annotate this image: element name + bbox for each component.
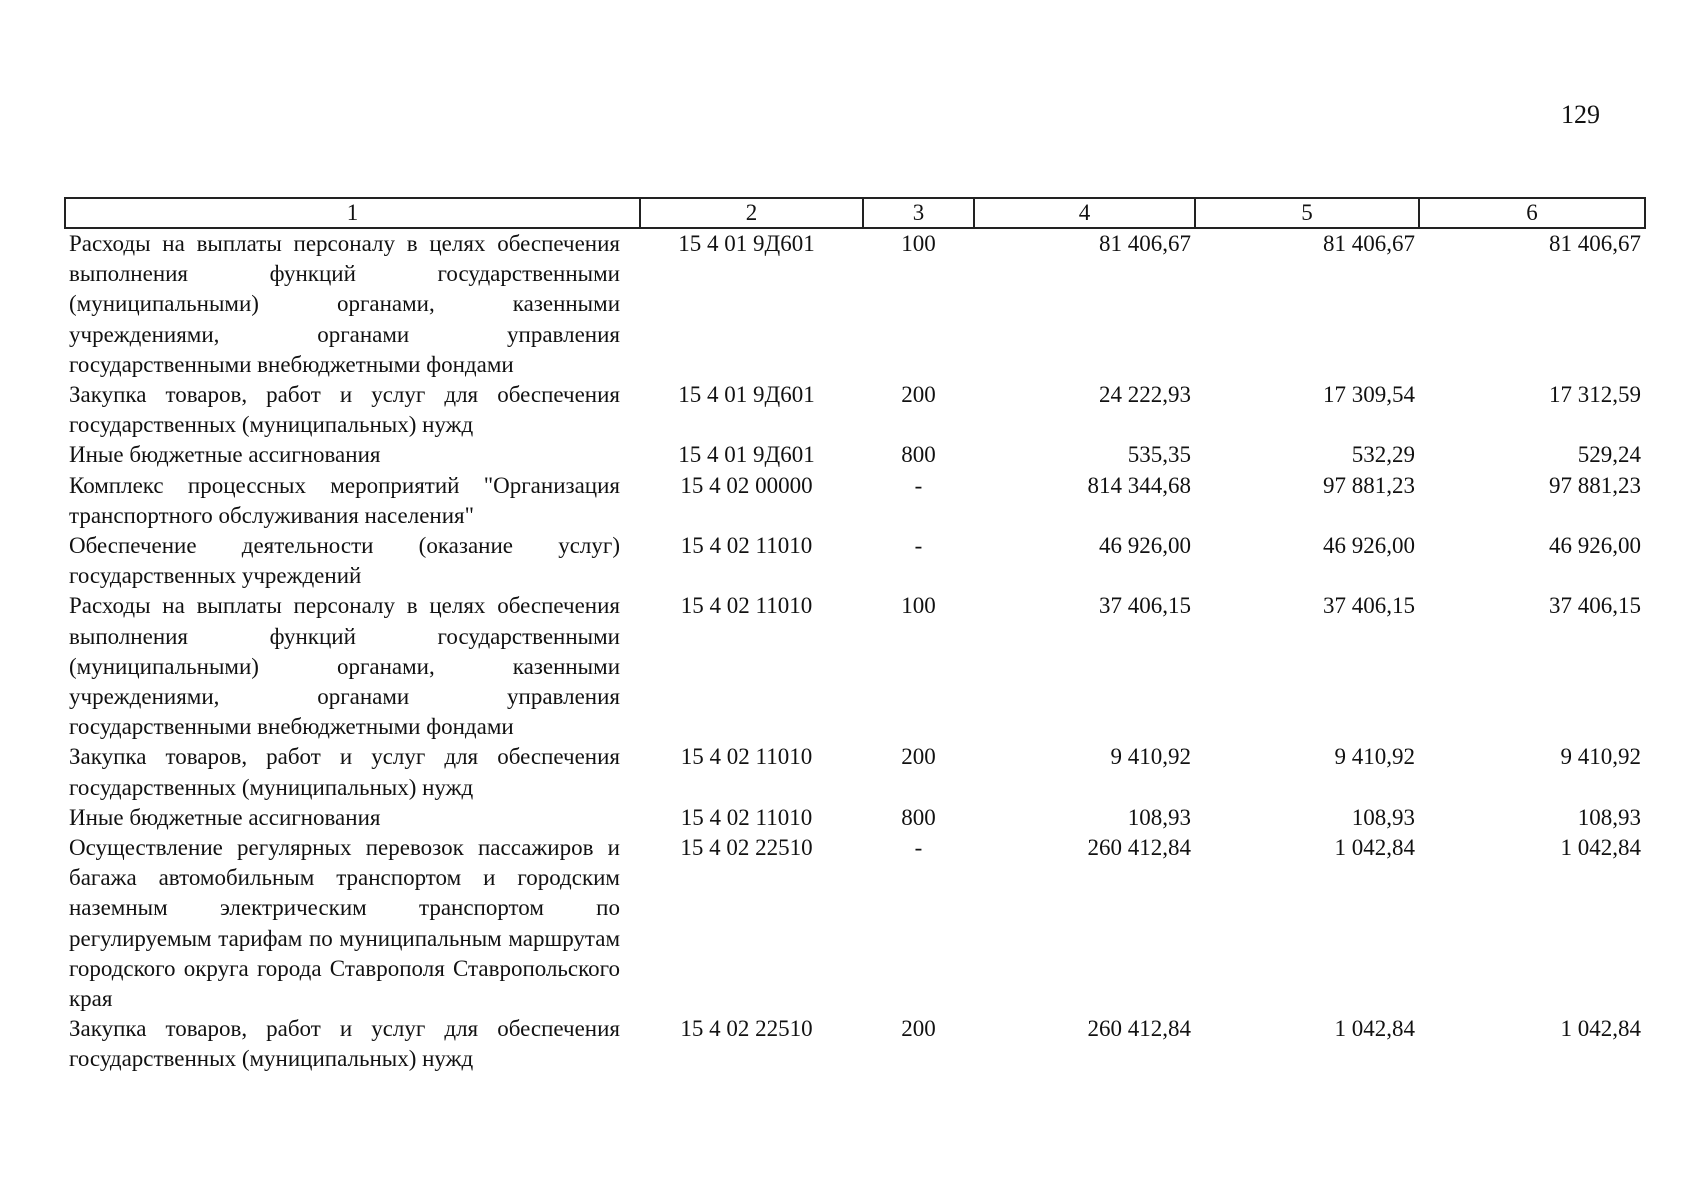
expense-type: - — [914, 533, 923, 559]
amount-col-5: 46 926,00 — [1323, 533, 1415, 559]
table-row — [65, 591, 1645, 742]
expense-type: - — [914, 472, 923, 498]
target-code: 15 4 02 22510 — [680, 1016, 813, 1042]
expense-type: - — [914, 835, 923, 861]
amount-col-5: 37 406,15 — [1323, 593, 1415, 619]
amount-col-5: 97 881,23 — [1323, 472, 1415, 498]
target-code: 15 4 01 9Д601 — [678, 442, 815, 468]
amount-col-6: 1 042,84 — [1560, 1016, 1641, 1042]
amount-col-5: 1 042,84 — [1334, 1016, 1415, 1042]
column-header-3: 3 — [863, 198, 974, 228]
target-code: 15 4 01 9Д601 — [678, 382, 815, 408]
target-code: 15 4 02 11010 — [680, 804, 813, 830]
target-code: 15 4 01 9Д601 — [678, 231, 815, 256]
target-code: 15 4 02 22510 — [680, 835, 813, 861]
amount-col-6: 9 410,92 — [1560, 744, 1641, 770]
column-header-5: 5 — [1195, 198, 1419, 228]
amount-col-5: 1 042,84 — [1334, 835, 1415, 861]
amount-col-4: 108,93 — [1127, 804, 1191, 830]
expense-type: 800 — [901, 804, 936, 830]
amount-col-5: 9 410,92 — [1334, 744, 1415, 770]
expense-name: Обеспечение деятельности (оказание услуг) государственных учреждений — [69, 533, 620, 589]
amount-col-4: 814 344,68 — [1087, 472, 1191, 498]
expense-type: 200 — [901, 744, 936, 770]
amount-col-6: 97 881,23 — [1549, 472, 1641, 498]
amount-col-6: 529,24 — [1577, 442, 1641, 468]
amount-col-5: 532,29 — [1351, 442, 1415, 468]
expense-name: Закупка товаров, работ и услуг для обеспечения государственных (муниципальных) нужд — [69, 744, 620, 800]
expense-name: Закупка товаров, работ и услуг для обеспечения государственных (муниципальных) нужд — [69, 1016, 620, 1072]
amount-col-4: 24 222,93 — [1099, 382, 1191, 408]
expense-type: 800 — [901, 442, 936, 468]
target-code: 15 4 02 11010 — [680, 533, 813, 559]
expense-type: 200 — [901, 382, 936, 408]
amount-col-5: 108,93 — [1351, 804, 1415, 830]
target-code: 15 4 02 00000 — [680, 472, 813, 498]
table-row — [65, 471, 1645, 531]
amount-col-4: 260 412,84 — [1087, 835, 1191, 861]
expense-type: 100 — [901, 593, 936, 619]
table-row — [65, 803, 1645, 833]
expense-name: Иные бюджетные ассигнования — [69, 804, 381, 830]
budget-table — [64, 197, 1646, 1075]
amount-col-6: 108,93 — [1577, 804, 1641, 830]
column-header-4: 4 — [974, 198, 1195, 228]
expense-type: 100 — [901, 231, 936, 256]
column-header-6: 6 — [1419, 198, 1645, 228]
amount-col-6: 81 406,67 — [1549, 231, 1641, 256]
expense-type: 200 — [901, 1016, 936, 1042]
expense-name: Осуществление регулярных перевозок пассажиров и багажа автомобильным транспортом и городским наземным электрическим транспортом по регулируемым тарифам по муниципальным маршрутам городского округа города Ставрополя Ставропольского края — [69, 835, 620, 1012]
table-row — [65, 1014, 1645, 1074]
page-number: 129 — [1561, 100, 1600, 129]
column-header-1: 1 — [65, 198, 640, 228]
table-row — [65, 228, 1645, 380]
expense-name: Расходы на выплаты персоналу в целях обеспечения выполнения функций государственными (муниципальными) органами, казенными учреждениями, органами управления государственными внебюджетными фондами — [69, 231, 620, 377]
target-code: 15 4 02 11010 — [680, 593, 813, 619]
amount-col-6: 46 926,00 — [1549, 533, 1641, 559]
table-row — [65, 833, 1645, 1014]
table-row — [65, 440, 1645, 470]
table-row — [65, 742, 1645, 802]
column-header-2: 2 — [640, 198, 863, 228]
table-row — [65, 531, 1645, 591]
amount-col-4: 260 412,84 — [1087, 1016, 1191, 1042]
target-code: 15 4 02 11010 — [680, 744, 813, 770]
amount-col-4: 37 406,15 — [1099, 593, 1191, 619]
amount-col-6: 17 312,59 — [1549, 382, 1641, 408]
amount-col-5: 81 406,67 — [1323, 231, 1415, 256]
amount-col-4: 81 406,67 — [1099, 231, 1191, 256]
table-row — [65, 380, 1645, 440]
amount-col-4: 46 926,00 — [1099, 533, 1191, 559]
amount-col-5: 17 309,54 — [1323, 382, 1415, 408]
amount-col-6: 37 406,15 — [1549, 593, 1641, 619]
expense-name: Закупка товаров, работ и услуг для обеспечения государственных (муниципальных) нужд — [69, 382, 620, 438]
expense-name: Комплекс процессных мероприятий "Организация транспортного обслуживания населения" — [69, 472, 620, 528]
header-row — [65, 198, 1645, 228]
amount-col-4: 535,35 — [1127, 442, 1191, 468]
amount-col-6: 1 042,84 — [1560, 835, 1641, 861]
expense-name: Расходы на выплаты персоналу в целях обеспечения выполнения функций государственными (муниципальными) органами, казенными учреждениями, органами управления государственными внебюджетными фондами — [69, 593, 620, 740]
amount-col-4: 9 410,92 — [1110, 744, 1191, 770]
expense-name: Иные бюджетные ассигнования — [69, 442, 381, 468]
